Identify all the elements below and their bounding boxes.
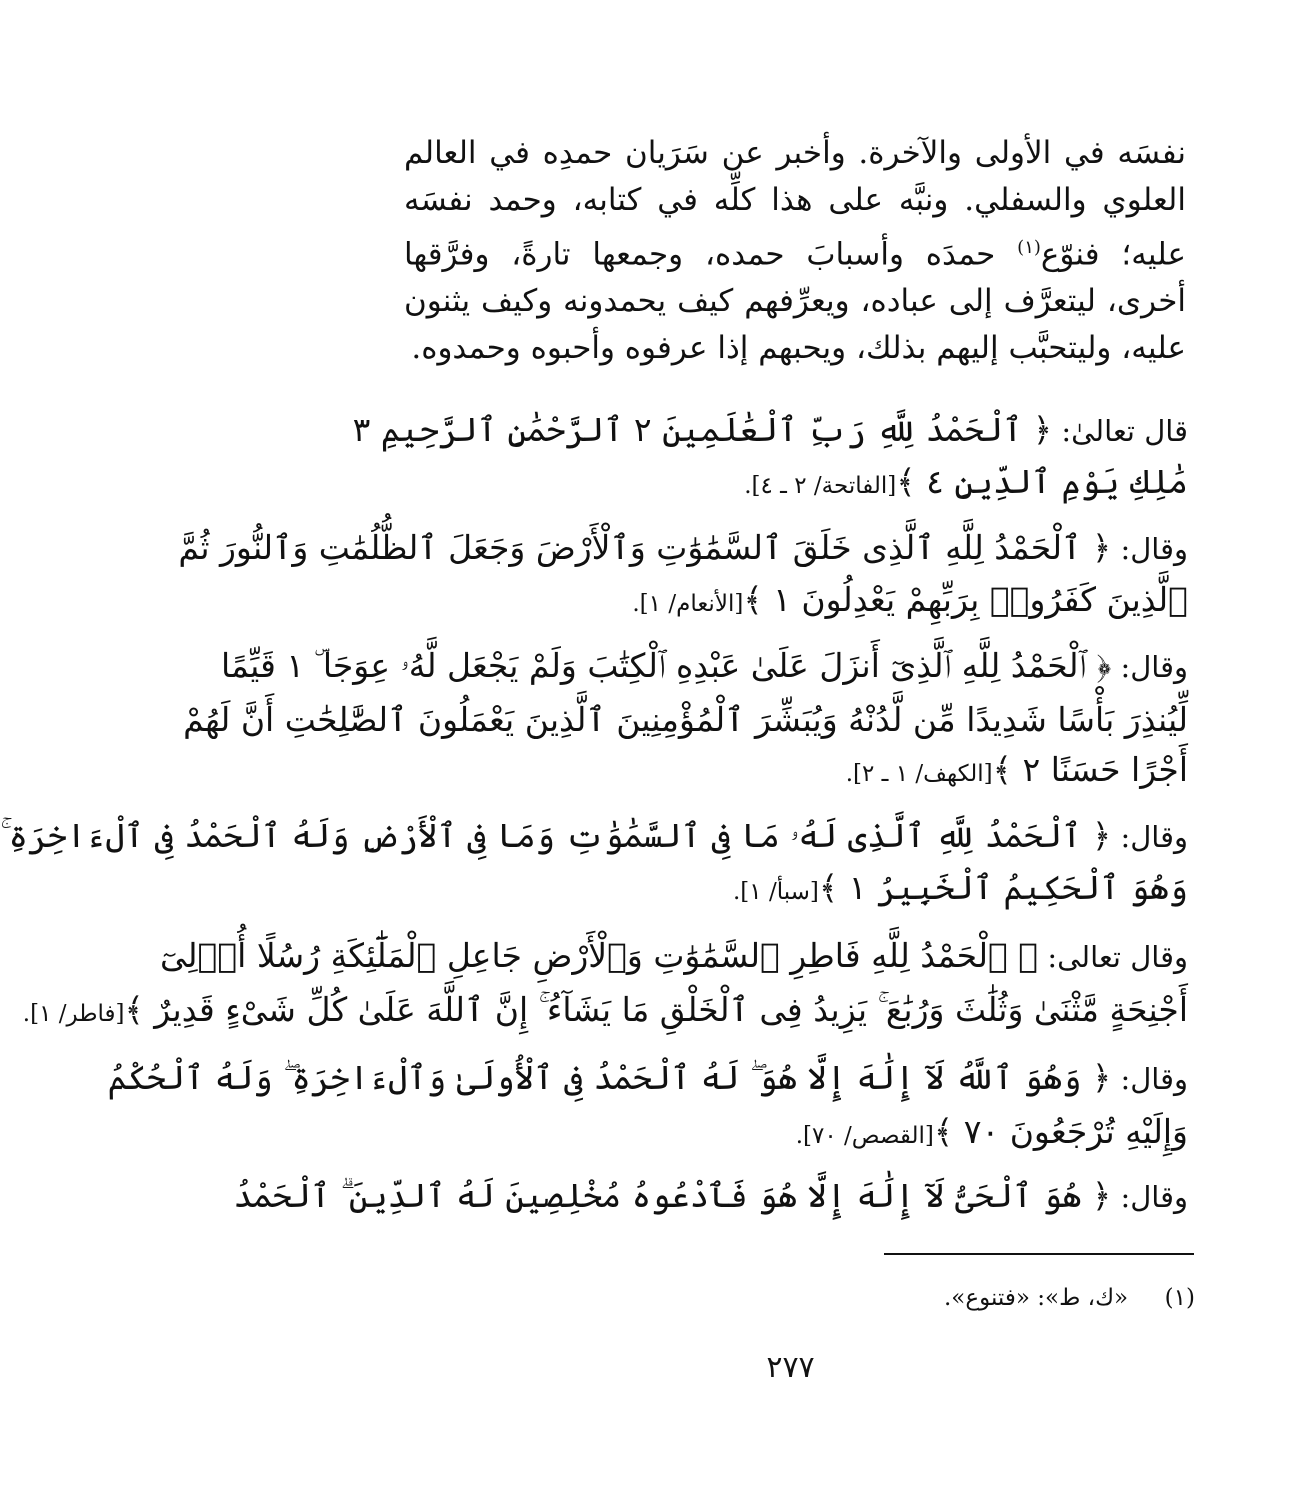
- quran-text: لِّيُنذِرَ بَأْسًا شَدِيدًا مِّن لَّدُنْهُ وَيُبَشِّرَ ٱلْمُؤْمِنِينَ ٱلَّذِينَ يَعْمَلُونَ ٱلصَّٰلِحَٰتِ أَنَّ لَهُمْ: [183, 700, 1188, 739]
- quran-text: وَهُوَ ٱلْحَكِيمُ ٱلْخَبِيرُ ١ ﴾: [818, 868, 1188, 907]
- quran-text: ﴿ ٱلْحَمْدُ لِلَّهِ ٱلَّذِى خَلَقَ ٱلسَّمَٰوَٰتِ وَٱلْأَرْضَ وَجَعَلَ ٱلظُّلُمَٰتِ وَٱلنُّورَ ثُمَّ: [178, 528, 1112, 567]
- quran-text: وَإِلَيْهِ تُرْجَعُونَ ٧٠ ﴾: [933, 1112, 1188, 1151]
- quran-text: ﴿ ٱلْحَمْدُ لِلَّهِ رَبِّ ٱلْعَٰلَمِينَ ٢ ٱلرَّحْمَٰنِ ٱلرَّحِيمِ ٣: [352, 410, 1053, 449]
- quran-text: ﴿ وَهُوَ ٱللَّهُ لَآ إِلَٰهَ إِلَّا هُوَ ۖ لَهُ ٱلْحَمْدُ فِى ٱلْأُولَىٰ وَٱلْءَاخِرَةِ ۖ وَلَهُ ٱلْحُكْمُ: [107, 1058, 1112, 1097]
- verse-block-6-line-1: [107, 1058, 1188, 1099]
- quran-text: أَجْنِحَةٍ مَّثْنَىٰ وَثُلَٰثَ وَرُبَٰعَ ۚ يَزِيدُ فِى ٱلْخَلْقِ مَا يَشَآءُ ۚ إِنَّ ٱللَّهَ عَلَىٰ كُلِّ شَىْءٍ قَدِيرٌ ﴾: [124, 990, 1188, 1029]
- verse-block-2-line-2: [402, 580, 1188, 624]
- verse-block-4-line-2: [402, 868, 1188, 912]
- verse-reference: [سبأ/ ١].: [733, 879, 819, 905]
- verse-intro: وقال:: [1111, 1062, 1188, 1096]
- footnote-marker: (١): [1164, 1285, 1195, 1311]
- verse-intro: وقال:: [1111, 650, 1188, 684]
- verse-block-3-line-3: [402, 750, 1188, 794]
- quran-text: ﴿ هُوَ ٱلْحَىُّ لَآ إِلَٰهَ إِلَّا هُوَ فَٱدْعُوهُ مُخْلِصِينَ لَهُ ٱلدِّينَ ۗ ٱلْحَمْدُ: [233, 1176, 1112, 1215]
- verse-block-3-line-2: [183, 700, 1188, 740]
- quran-text: أَجْرًا حَسَنًا ٢ ﴾: [992, 750, 1188, 789]
- verse-reference: [الكهف/ ١ ـ ٢].: [845, 761, 993, 787]
- verse-reference: [فاطر/ ١].: [22, 1001, 125, 1027]
- paragraph-text-part1: نفسَه في الأولى والآخرة. وأخبر عن سَرَيان حمدِه في العالم العلوي والسفلي. ونبَّه على هذا كلِّه في كتابه، وحمد نفسَه عليه؛ فنوّع: [404, 135, 1186, 273]
- verse-intro: وقال:: [1111, 532, 1188, 566]
- page-number: ٢٧٧: [766, 1350, 815, 1385]
- footnote-text: «ك، ط»: «فتنوع».: [944, 1285, 1129, 1311]
- footnote: [944, 1283, 1195, 1313]
- quran-text: ﴿ ٱلْحَمْدُ لِلَّهِ فَاطِرِ ٱلسَّمَٰوَٰتِ وَٱلْأَرْضِ جَاعِلِ ٱلْمَلَٰٓئِكَةِ رُسُلًا أُو۟لِىٓ: [160, 936, 1039, 975]
- verse-block-3-line-1: [220, 646, 1188, 687]
- quran-text: ٱلَّذِينَ كَفَرُوا۟ بِرَبِّهِمْ يَعْدِلُونَ ١ ﴾: [743, 580, 1188, 619]
- verse-block-2-line-1: [178, 528, 1188, 569]
- verse-intro: قال تعالىٰ:: [1052, 414, 1188, 448]
- verse-block-5-line-1: [160, 936, 1188, 977]
- verse-intro: وقال:: [1111, 1180, 1188, 1214]
- quran-text: ﴿ ٱلْحَمْدُ لِلَّهِ ٱلَّذِى لَهُۥ مَا فِى ٱلسَّمَٰوَٰتِ وَمَا فِى ٱلْأَرْضِ وَلَهُ ٱلْحَمْدُ فِى ٱلْءَاخِرَةِ ۚ: [0, 816, 1112, 855]
- footnote-reference[interactable]: (١): [1017, 237, 1041, 258]
- verse-block-1-line-1: [352, 410, 1188, 451]
- footnote-divider: [884, 1253, 1194, 1255]
- quran-text: ﴿ ٱلْحَمْدُ لِلَّهِ ٱلَّذِىٓ أَنزَلَ عَلَىٰ عَبْدِهِ ٱلْكِتَٰبَ وَلَمْ يَجْعَل لَّهُۥ عِوَجَا ۜ ١ قَيِّمًا: [220, 646, 1112, 685]
- opening-paragraph: [404, 130, 1186, 372]
- paragraph-text-part2: حمدَه وأسبابَ حمده، وجمعها تارةً، وفرَّقها أخرى، ليتعرَّف إلى عباده، ويعرِّفهم كيف يحمدونه وكيف يثنون عليه، وليتحبَّب إليهم بذلك، ويحبهم إذا عرفوه وأحبوه وحمدوه.: [404, 236, 1186, 367]
- verse-reference: [القصص/ ٧٠].: [795, 1123, 934, 1149]
- verse-intro: وقال:: [1111, 820, 1188, 854]
- verse-block-4-line-1: [0, 816, 1188, 857]
- verse-intro: وقال تعالى:: [1038, 940, 1188, 974]
- verse-block-5-line-2: [22, 990, 1188, 1034]
- verse-block-6-line-2: [402, 1112, 1188, 1156]
- verse-block-1-line-2: [402, 462, 1188, 506]
- verse-reference: [الفاتحة/ ٢ ـ ٤].: [744, 473, 897, 499]
- quran-text: مَٰلِكِ يَوْمِ ٱلدِّينِ ٤ ﴾: [896, 462, 1188, 501]
- verse-reference: [الأنعام/ ١].: [632, 591, 744, 617]
- verse-block-7-line-1: [233, 1176, 1188, 1217]
